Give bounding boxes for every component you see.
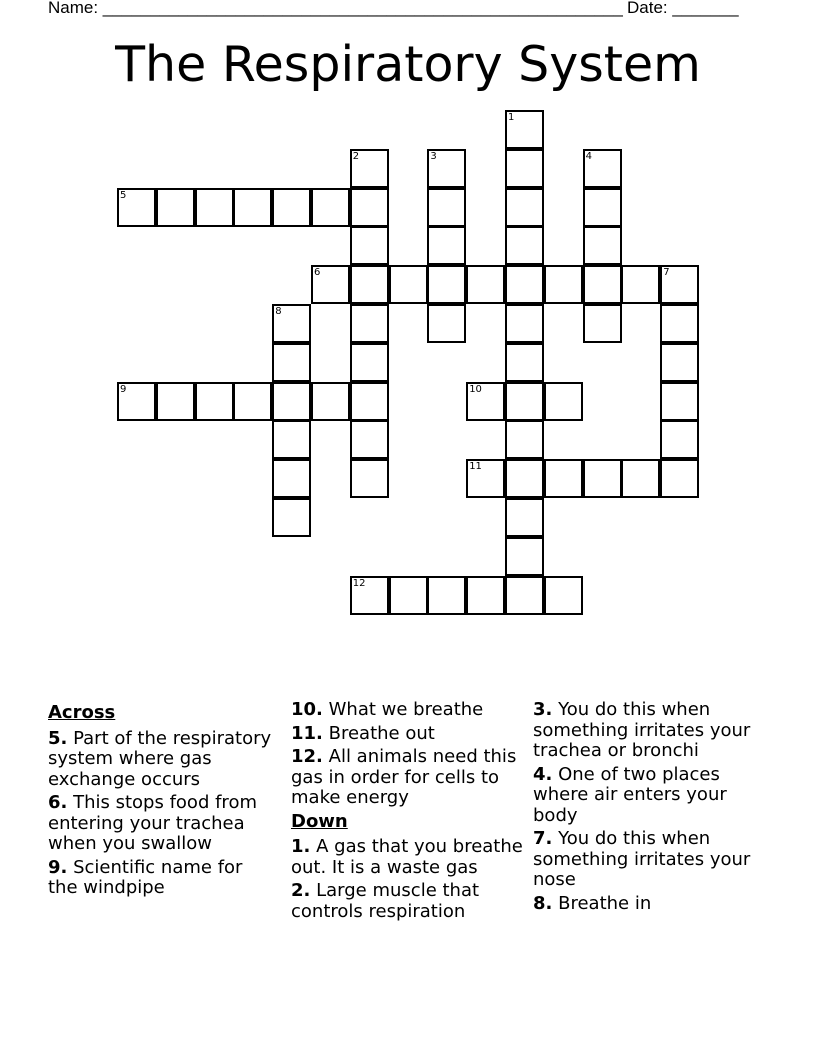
grid-cell[interactable] [350, 459, 389, 498]
name-line[interactable]: Name: _______________________________________________________ [48, 0, 623, 17]
grid-cell[interactable] [544, 459, 583, 498]
clue-number: 7. [533, 828, 553, 849]
clue-across-6 [48, 793, 276, 855]
clue-text: Part of the respiratory system where gas exchange occurs [48, 727, 272, 790]
grid-cell[interactable] [660, 382, 699, 421]
cell-number: 11 [469, 461, 482, 473]
grid-cell[interactable] [621, 459, 660, 498]
grid-cell[interactable] [350, 420, 389, 459]
clue-text: Large muscle that controls respiration [291, 880, 480, 922]
cell-number: 2 [352, 150, 360, 162]
page-title: The Respiratory System [115, 36, 701, 93]
grid-cell[interactable] [195, 382, 234, 421]
grid-cell[interactable] [272, 498, 311, 537]
grid-cell[interactable] [660, 304, 699, 343]
grid-cell[interactable] [350, 382, 389, 421]
cell-number: 9 [120, 383, 127, 395]
grid-cell[interactable] [272, 382, 311, 421]
clue-across-12 [291, 747, 523, 809]
grid-cell[interactable] [505, 459, 544, 498]
grid-cell[interactable] [466, 459, 505, 498]
clue-across-5 [48, 729, 276, 791]
grid-cell[interactable] [621, 265, 660, 304]
clue-number: 1. [291, 836, 311, 857]
grid-cell[interactable] [660, 343, 699, 382]
clue-text: Breathe out [328, 722, 435, 744]
date-line[interactable]: Date: _______ [627, 0, 739, 17]
grid-cell[interactable] [466, 382, 505, 421]
grid-cell[interactable] [117, 188, 156, 227]
clue-across-10 [291, 700, 523, 721]
grid-cell[interactable] [389, 576, 428, 615]
grid-cell[interactable] [583, 265, 622, 304]
cell-number: 1 [508, 112, 515, 123]
cell-number: 8 [275, 306, 282, 317]
grid-cell[interactable] [505, 498, 544, 537]
grid-cell[interactable] [505, 265, 544, 304]
grid-cell[interactable] [389, 265, 428, 304]
cell-number: 12 [352, 577, 366, 589]
grid-cell[interactable] [583, 459, 622, 498]
cell-number: 4 [585, 150, 592, 162]
clue-number: 9. [48, 856, 68, 878]
clues-column-2 [291, 700, 523, 925]
across-heading: Across [48, 702, 116, 723]
grid-cell[interactable] [544, 576, 583, 615]
clue-text: All animals need this gas in order for cells to make energy [291, 746, 517, 808]
clue-number: 8. [533, 892, 553, 914]
grid-cell[interactable] [427, 265, 466, 304]
clue-number: 11. [291, 722, 323, 744]
grid-cell[interactable] [505, 420, 544, 459]
clue-number: 2. [291, 880, 311, 901]
clue-number: 6. [48, 792, 68, 813]
clues-column-3 [533, 700, 773, 917]
grid-cell[interactable] [117, 382, 156, 421]
clue-down-7 [533, 829, 773, 891]
grid-cell[interactable] [505, 343, 544, 382]
grid-cell[interactable] [350, 149, 389, 188]
grid-cell[interactable] [427, 226, 466, 265]
grid-cell[interactable] [583, 149, 622, 188]
grid-cell[interactable] [350, 343, 389, 382]
grid-cell[interactable] [505, 537, 544, 576]
grid-cell[interactable] [195, 188, 234, 227]
cell-number: 10 [469, 383, 482, 395]
clue-number: 5. [48, 727, 68, 749]
grid-cell[interactable] [466, 576, 505, 615]
grid-cell[interactable] [272, 459, 311, 498]
clue-number: 3. [533, 699, 553, 720]
clue-text: This stops food from entering your trachea when you swallow [48, 792, 257, 854]
grid-cell[interactable] [272, 420, 311, 459]
grid-cell[interactable] [272, 343, 311, 382]
clue-number: 12. [291, 746, 323, 767]
clues-column-1 [48, 700, 276, 902]
down-heading: Down [291, 810, 348, 832]
grid-cell[interactable] [505, 149, 544, 188]
grid-cell[interactable] [583, 304, 622, 343]
grid-cell[interactable] [505, 382, 544, 421]
clue-across-11 [291, 724, 523, 745]
clue-down-2 [291, 881, 523, 922]
grid-cell[interactable] [311, 188, 350, 227]
clue-text: You do this when something irritates your trachea or bronchi [533, 699, 751, 761]
grid-cell[interactable] [311, 265, 350, 304]
cell-number: 5 [120, 189, 127, 201]
grid-cell[interactable] [427, 188, 466, 227]
grid-cell[interactable] [544, 265, 583, 304]
grid-cell[interactable] [427, 576, 466, 615]
clue-down-8 [533, 894, 773, 915]
grid-cell[interactable] [505, 188, 544, 227]
clue-text: A gas that you breathe out. It is a waste gas [291, 836, 523, 878]
clue-text: Breathe in [558, 892, 652, 914]
grid-cell[interactable] [350, 226, 389, 265]
grid-cell[interactable] [660, 459, 699, 498]
grid-cell[interactable] [272, 188, 311, 227]
grid-cell[interactable] [350, 265, 389, 304]
grid-cell[interactable] [505, 110, 544, 149]
clue-number: 10. [291, 699, 323, 720]
grid-cell[interactable] [505, 304, 544, 343]
grid-cell[interactable] [350, 304, 389, 343]
clue-number: 4. [533, 763, 553, 785]
grid-cell[interactable] [505, 226, 544, 265]
grid-cell[interactable] [466, 265, 505, 304]
grid-cell[interactable] [583, 226, 622, 265]
grid-cell[interactable] [583, 188, 622, 227]
grid-cell[interactable] [156, 188, 195, 227]
grid-cell[interactable] [156, 382, 195, 421]
grid-cell[interactable] [505, 576, 544, 615]
clue-text: You do this when something irritates your nose [533, 828, 751, 890]
grid-cell[interactable] [311, 382, 350, 421]
grid-cell[interactable] [272, 304, 311, 343]
clue-text: One of two places where air enters your body [533, 763, 727, 826]
cell-number: 3 [430, 150, 437, 162]
grid-cell[interactable] [660, 265, 699, 304]
grid-cell[interactable] [350, 188, 389, 227]
clue-down-4 [533, 765, 773, 827]
grid-cell[interactable] [544, 382, 583, 421]
clue-text: Scientific name for the windpipe [48, 856, 243, 898]
grid-cell[interactable] [350, 576, 389, 615]
clue-down-1 [291, 837, 523, 878]
grid-cell[interactable] [660, 420, 699, 459]
clue-across-9 [48, 858, 276, 899]
grid-cell[interactable] [233, 188, 272, 227]
grid-cell[interactable] [233, 382, 272, 421]
cell-number: 6 [314, 267, 321, 279]
clue-down-3 [533, 700, 773, 762]
cell-number: 7 [663, 267, 670, 279]
grid-cell[interactable] [427, 149, 466, 188]
grid-cell[interactable] [427, 304, 466, 343]
clue-text: What we breathe [328, 699, 484, 720]
